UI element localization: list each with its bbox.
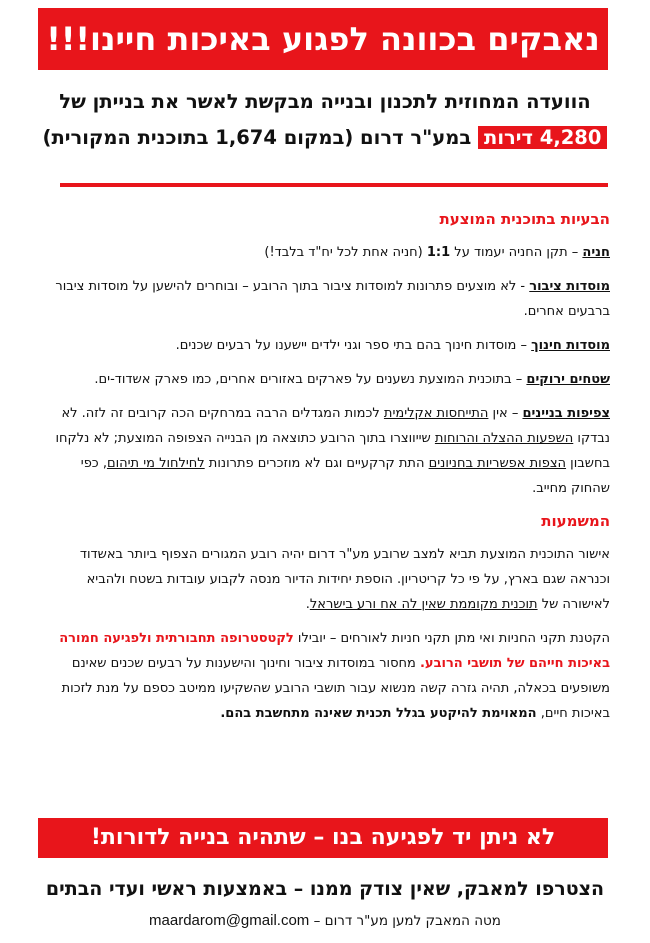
- contact-line: [30, 910, 620, 932]
- public-term: מוסדות ציבור: [529, 279, 610, 294]
- implications-p1-end: .: [305, 597, 310, 612]
- problem-education: [40, 333, 610, 358]
- implications-p2-red: לקטסטרופה תחבורתית ולפגיעה חמורה באיכות חייהם של תושבי הרובע.: [59, 631, 610, 671]
- problem-density: [40, 401, 610, 501]
- implications-p2-a: הקטנת תקני החניות ואי מתן תקני חניות לאורחים – יובילו: [293, 631, 610, 646]
- units-highlight: 4,280 דירות: [478, 126, 607, 149]
- implications-p1-underline: תוכנית מקוממת שאין לה אח ורע בישראל: [309, 597, 538, 612]
- parking-text-b: (חניה אחת לכל יח"ד בלבד!): [264, 245, 427, 260]
- subtitle-line-2: [30, 120, 620, 156]
- red-divider: [60, 183, 608, 187]
- implications-p2: [40, 626, 610, 726]
- density-t1: – אין: [488, 406, 523, 421]
- density-u1: התייחסות אקלימית: [383, 406, 489, 421]
- green-term: שטחים ירוקים: [526, 372, 610, 387]
- parking-text-a: – תקן החניה יעמוד על: [450, 245, 583, 260]
- main-content: [40, 208, 610, 735]
- density-term: צפיפות בניינים: [522, 406, 610, 421]
- subtitle-line-1: הוועדה המחוזית לתכנון ובנייה מבקשת לאשר את בנייתן של: [59, 90, 591, 113]
- green-text: – בתוכנית המוצעת נשענים על פארקים באזורים אחרים, כמו פארק אשדוד-ים.: [94, 372, 527, 387]
- subtitle: [30, 84, 620, 156]
- density-u3: הצפות אפשריות בחניונים: [428, 456, 567, 471]
- public-text: - לא מוצעים פתרונות למוסדות ציבור בתוך הרובע – ובוחרים להישען על מוסדות ציבור ברבעים אחרים.: [55, 279, 610, 319]
- parking-term: חניה: [582, 245, 610, 260]
- implications-p1-text: אישור התוכנית המוצעת תביא למצב שרובע מע"ר דרום יהיה רובע המגורים הצפוף ביותר באשדוד וכנראה שגם בארץ, על פי כל קריטריון. הוספת יחידות הדיור מנסה לקבוע עובדות בשטח ולהביא לאישורה של: [79, 547, 610, 612]
- problems-title: הבעיות בתוכנית המוצעת: [439, 210, 610, 228]
- density-t5: , כפי שהחוק מחייב.: [80, 456, 610, 496]
- contact-email[interactable]: maardarom@gmail.com: [149, 912, 310, 929]
- problem-parking: [40, 240, 610, 265]
- bottom-banner: [38, 818, 608, 858]
- implications-p1: [40, 542, 610, 617]
- join-call: הצטרפו למאבק, שאין צודק ממנו – באמצעות ראשי ועדי הבתים: [45, 878, 605, 900]
- problem-green: [40, 367, 610, 392]
- density-u4: לחילחול מי תיהום: [106, 456, 205, 471]
- bottom-banner-text: לא ניתן יד לפגיעה בנו – שתהיה בנייה לדורות!: [90, 825, 556, 850]
- education-text: – מוסדות חינוך בהם בתי ספר וגני ילדים יישענו על רבעים שכנים.: [175, 338, 532, 353]
- implications-p2-bold: המאוימת להיקטע בגלל תכנית שאינה מתחשבת בהם.: [220, 706, 537, 721]
- education-term: מוסדות חינוך: [531, 338, 610, 353]
- density-u2: השפעות ההצלה והרוחות: [434, 431, 574, 446]
- top-banner: [38, 8, 608, 70]
- problem-public: [40, 274, 610, 324]
- parking-ratio: 1:1: [426, 245, 451, 260]
- banner-title: נאבקים בכוונה לפגוע באיכות חיינו!!!: [46, 20, 600, 58]
- implications-p2-b: מחסור במוסדות ציבור וחינוך והישענות על רבעים שכנים שאינם משופעים בכאלה, תהיה גזרה קשה מנשוא עבור תושבי הרובע שהשקיעו ממיטב כספם על מנת לזכות באיכות חיים,: [61, 656, 610, 721]
- density-t3: שייווצרו בתוך הרובע כתוצאה מן הבנייה הצפופה המוצעת; לא נלקחו בחשבון: [55, 431, 610, 471]
- subtitle-line-2-rest: במע"ר דרום (במקום 1,674 בתוכנית המקורית): [42, 126, 479, 149]
- density-t4: התת קרקעיים וגם לא מוזכרים פתרונות: [204, 456, 429, 471]
- implications-title: המשמעות: [541, 512, 610, 530]
- hq-label: מטה המאבק למען מע"ר דרום –: [309, 913, 501, 929]
- density-t2: לכמות המגדלים הרבה במרחקים הכה קרובים זה לזה. לא נבדקו: [61, 406, 610, 446]
